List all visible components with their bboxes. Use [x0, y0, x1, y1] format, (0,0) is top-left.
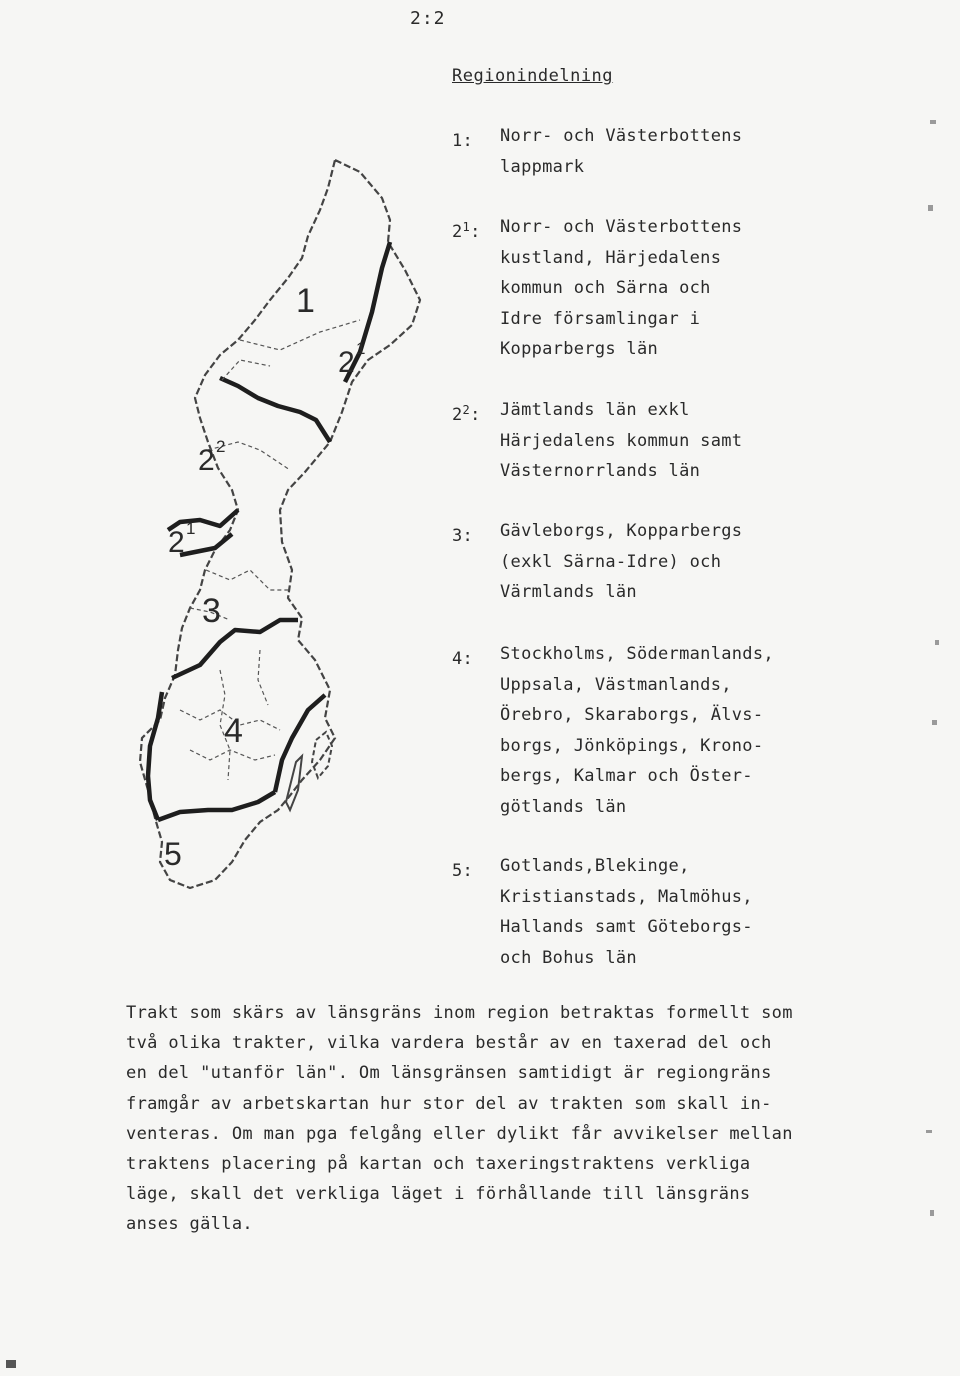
scan-speck	[6, 1360, 16, 1368]
map-label-1: 1	[296, 282, 315, 320]
county-border	[190, 750, 275, 760]
county-border	[222, 360, 270, 380]
map-label-2-1-south-sup: 1	[186, 519, 196, 538]
region-number: 5:	[452, 861, 474, 881]
oland-island	[286, 756, 302, 810]
map-label-4: 4	[224, 712, 243, 750]
boundary-3-4	[172, 620, 298, 678]
region-number: $2^1$:	[452, 220, 481, 242]
region-description: Jämtlands län exkl Härjedalens kommun samt Västernorrlands län	[500, 400, 743, 481]
gotland-island	[312, 732, 332, 778]
region-number: 1:	[452, 131, 474, 151]
region-entry-5	[452, 851, 812, 973]
boundary-4-5-west	[148, 692, 162, 820]
region-entry-2-1	[452, 212, 812, 365]
map-label-2-2-sup: 2	[216, 437, 226, 456]
map-label-5: 5	[164, 836, 182, 872]
region-description: Norr- och Västerbottens kustland, Härjedalens kommun och Särna och Idre församlingar i Kopparbergs län	[500, 217, 743, 359]
region-description: Norr- och Västerbottens lappmark	[500, 126, 743, 177]
scan-speck	[935, 640, 939, 645]
county-border	[206, 570, 290, 590]
region-description: Stockholms, Södermanlands, Uppsala, Västmanlands, Örebro, Skaraborgs, Älvs- borgs, Jönköpings, Krono- bergs, Kalmar och Öster- götlands län	[500, 644, 774, 817]
map-label-2-1-south: 2	[168, 526, 185, 559]
region-number: 3:	[452, 526, 474, 546]
scan-speck	[930, 1210, 934, 1216]
section-heading: Regionindelning	[452, 66, 614, 86]
scan-speck	[926, 1130, 932, 1133]
region-number: $2^2$:	[452, 403, 481, 425]
map-label-2-2: 2	[198, 444, 215, 477]
scan-speck	[930, 120, 936, 124]
boundary-4-5-south	[158, 792, 275, 820]
region-description: Gotlands,Blekinge, Kristianstads, Malmöhus, Hallands samt Göteborgs- och Bohus län	[500, 856, 753, 968]
scan-speck	[932, 720, 937, 725]
body-paragraph: Trakt som skärs av länsgräns inom region betraktas formellt som två olika trakter, vilka vardera består av en taxerad del och en del "utanför län". Om länsgränsen samtidigt är regiongräns framgår av arbetskartan hur stor del av trakten som skall in- venteras. Om man pga felgång eller dylikt får avvikelser mellan traktens placering på kartan och taxeringstraktens verkliga läge, skall det verkliga läget i förhållande till länsgräns anses gälla.	[126, 1003, 793, 1235]
region-description: Gävleborgs, Kopparbergs (exkl Särna-Idre) och Värmlands län	[500, 521, 743, 602]
boundary-21-22-north	[220, 378, 330, 442]
region-entry-3	[452, 516, 812, 608]
county-border	[258, 650, 268, 705]
region-map	[120, 150, 450, 910]
region-entry-4	[452, 639, 812, 822]
region-entry-1	[452, 121, 812, 182]
map-label-2-1-north-sup: 1	[356, 339, 366, 358]
region-entry-2-2	[452, 395, 812, 487]
page-number: 2:2	[410, 8, 446, 29]
map-label-3: 3	[202, 592, 221, 630]
map-label-2-1-north: 2	[338, 346, 355, 379]
region-number: 4:	[452, 649, 474, 669]
scan-speck	[928, 205, 933, 211]
